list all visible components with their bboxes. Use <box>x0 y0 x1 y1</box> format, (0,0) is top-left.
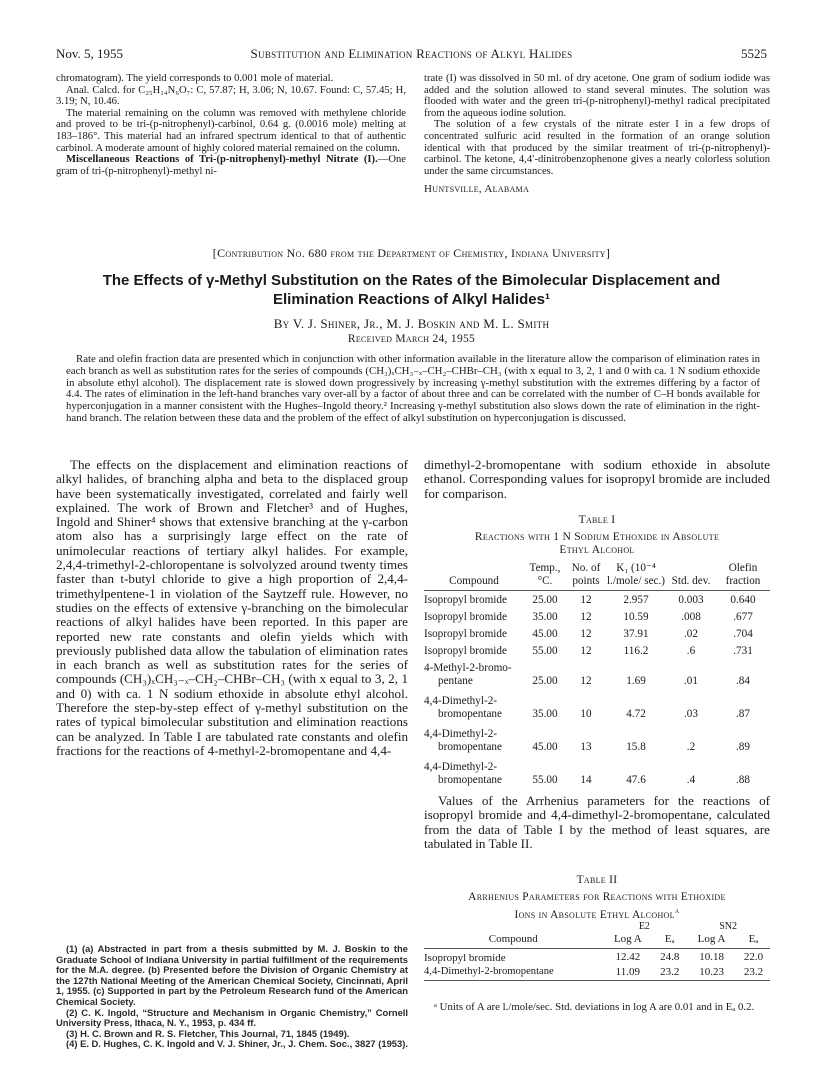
table-row <box>424 965 770 981</box>
footnote-1: (1) (a) Abstracted in part from a thesis submitted by M. J. Boskin to the Graduate School of Indiana University in partial fulfillment of the requirements for the M.A. degree. (b) Presented before the Division of Organic Chemistry at the 127th National Meeting of the American Chemical Society, Cincinnati, April 1, 1955. (c) Supported in part by the Petroleum Research fund of the American Chemical Society. <box>56 943 408 1007</box>
cell-points: 13 <box>580 741 592 753</box>
cell-k: 10.59 <box>623 611 649 623</box>
cell-compound <box>424 658 524 688</box>
cell-points: 12 <box>580 645 592 657</box>
misc-heading: Miscellaneous Reactions of Tri-(p-nitrophenyl)-methyl Nitrate (I). <box>66 154 378 166</box>
cell-loga-e2: 11.09 <box>615 966 641 978</box>
th-temp: Temp., °C. <box>529 562 561 587</box>
footnote-4: (4) E. D. Hughes, C. K. Ingold and V. J. Shiner, Jr., J. Chem. Soc., 3827 (1953). <box>66 1038 408 1050</box>
cell-olefin: .731 <box>733 645 753 657</box>
cell-compound <box>424 754 524 787</box>
cell-k: 4.72 <box>626 708 646 720</box>
cell-temp: 55.00 <box>532 645 558 657</box>
cell-stddev: .4 <box>686 774 696 786</box>
cell-olefin: .84 <box>736 675 750 687</box>
group-sn2: SN2 <box>719 921 738 932</box>
cell-stddev: .6 <box>686 645 696 657</box>
table1-caption-line1: Reactions with 1 N Sodium Ethoxide in Absolute <box>474 531 720 543</box>
cell-stddev: .02 <box>684 628 698 640</box>
table1 <box>424 562 770 787</box>
prev-article-right-column <box>424 73 770 196</box>
table2-label: Table II <box>576 874 618 886</box>
cell-ea-sn2: 23.2 <box>743 966 764 978</box>
caption-text: Ions in Absolute Ethyl Alcohol <box>514 908 675 921</box>
cell-stddev: .03 <box>684 708 698 720</box>
running-title: Substitution and Elimination Reactions of Alkyl Halides <box>250 46 573 61</box>
th-ea-sn2: Eₐ <box>748 933 759 945</box>
cell-olefin: .87 <box>736 708 750 720</box>
th-loga-sn2: Log A <box>697 933 726 945</box>
table2-footnote <box>424 1001 770 1013</box>
abstract <box>66 354 760 425</box>
cell-compound <box>424 721 524 754</box>
cell-olefin: .88 <box>736 774 750 786</box>
cell-stddev: .008 <box>681 611 701 623</box>
th-compound: Compound <box>488 933 538 945</box>
cell-temp: 55.00 <box>532 774 558 786</box>
body-right-top <box>424 458 770 501</box>
table2 <box>424 920 770 981</box>
cell-k: 1.69 <box>626 675 646 687</box>
prev-paragraph: chromatogram). The yield corresponds to 0.001 mole of material. <box>56 73 334 84</box>
location: Huntsville, Alabama <box>424 183 530 196</box>
cell-points: 12 <box>580 628 592 640</box>
cell-compound: Isopropyl bromide <box>424 594 507 606</box>
cell-temp: 35.00 <box>532 611 558 623</box>
title-line-2: Elimination Reactions of Alkyl Halides¹ <box>272 291 550 308</box>
table2-header-row <box>424 933 770 949</box>
table-row <box>424 754 770 787</box>
table-row <box>424 607 770 624</box>
table2-caption-line1: Arrhenius Parameters for Reactions with Ethoxide <box>468 891 726 903</box>
cell-olefin: .704 <box>733 628 753 640</box>
received-date: Received March 24, 1955 <box>347 333 476 345</box>
th-ea-e2: Eₐ <box>664 933 675 945</box>
cell-compound: Isopropyl bromide <box>424 611 507 623</box>
cell-stddev: .01 <box>684 675 698 687</box>
prev-paragraph <box>56 154 406 177</box>
cell-olefin: 0.640 <box>730 594 756 606</box>
compound-line-2: bromopentane <box>438 774 502 786</box>
th-loga-e2: Log A <box>613 933 642 945</box>
compound-line-1: 4,4-Dimethyl-2- <box>424 695 498 707</box>
cell-compound: Isopropyl bromide <box>424 952 506 964</box>
table-row <box>424 658 770 688</box>
cell-compound: 4,4-Dimethyl-2-bromopentane <box>424 966 554 977</box>
table1-label: Table I <box>578 514 616 526</box>
cell-temp: 35.00 <box>532 708 558 720</box>
th-stddev: Std. dev. <box>671 575 711 587</box>
compound-line-1: 4,4-Dimethyl-2- <box>424 728 498 740</box>
table1-header-row <box>424 562 770 591</box>
table2-footnote-text: ᵃ Units of A are l./mole/sec. Std. deviations in log A are 0.01 and in Eₐ 0.2. <box>434 1001 755 1013</box>
cell-points: 12 <box>580 594 592 606</box>
misc-text: —One gram of tri-(p-nitrophenyl)-methyl ni- <box>56 154 406 177</box>
cell-points: 12 <box>580 675 592 687</box>
footnote-2: (2) C. K. Ingold, “Structure and Mechanism in Organic Chemistry,” Cornell University Press, Ithaca, N. Y., 1953, p. 434 ff. <box>56 1006 408 1029</box>
cell-loga-e2: 12.42 <box>615 950 641 963</box>
compound-line-2: bromopentane <box>438 741 502 753</box>
header-date: Nov. 5, 1955 <box>56 46 124 61</box>
contribution-line: [Contribution No. 680 from the Department of Chemistry, Indiana University] <box>212 246 611 260</box>
footnote-3: (3) H. C. Brown and R. S. Fletcher, This Journal, 71, 1845 (1949). <box>66 1027 350 1039</box>
compound-line-2: bromopentane <box>438 708 502 720</box>
article-title <box>20 271 803 309</box>
cell-k: 37.91 <box>623 628 649 640</box>
cell-compound: Isopropyl bromide <box>424 645 507 657</box>
page-number: 5525 <box>741 46 767 61</box>
th-olefin: Olefin fraction <box>725 562 761 587</box>
cell-points: 14 <box>580 774 592 786</box>
cell-compound: Isopropyl bromide <box>424 628 507 640</box>
table1-caption <box>424 531 770 557</box>
cell-temp: 25.00 <box>532 675 558 687</box>
table-row <box>424 641 770 658</box>
prev-paragraph: trate (I) was dissolved in 50 ml. of dry acetone. One gram of sodium iodide was added and the solution allowed to stand several minutes. The solution was flooded with water and the green tri-(p-nitrophenyl)-methyl radical precipitated from the aqueous iodine solution. <box>424 73 770 119</box>
cell-points: 12 <box>580 611 592 623</box>
cell-loga-sn2: 10.23 <box>699 966 724 978</box>
cell-temp: 45.00 <box>532 741 558 753</box>
cell-compound <box>424 688 524 721</box>
continuation-paragraph: dimethyl-2-bromopentane with sodium ethoxide in absolute ethanol. Corresponding values for isopropyl bromide are included for comparison. <box>424 457 770 501</box>
cell-stddev: 0.003 <box>678 594 704 606</box>
prev-article-left-column <box>56 73 406 177</box>
caption-footnote-mark: a <box>674 906 680 915</box>
footnotes <box>56 944 408 1050</box>
group-e2: E2 <box>638 921 650 932</box>
table-row <box>424 624 770 641</box>
compound-line-1: 4-Methyl-2-bromo- <box>424 662 512 674</box>
intro-paragraph: The effects on the displacement and elimination reactions of alkyl halides, of branching alpha and beta to the displaced group have been systematically investigated, correlated and fairly well explained. The work of Brown and Fletcher³ and of Hughes, Ingold and Shiner⁴ shows that extensive branching at the γ-carbon atom also has a surprisingly large effect on the rate of unimolecular reactions of tertiary alkyl halides. For example, 2,4,4-trimethyl-2-chloropentane is solvolyzed around twenty times faster than t-butyl chloride to give a high proportion of 2,4,4-trimethylpentene-1 in violation of the Saytzeff rule. However, no studies on the effects of extensive γ-branching on the bimolecular reactions of alkyl halides have been reported. In this paper are reported new rate constants and olefin yields which with previously published data allow the tabulation of elimination rates in each branch as well as substitution rates for the series of compounds (CH₃)ₓCH₃₋ₓ–CH₂–CHBr–CH₃ (with x equal to 3, 2, 1 and 0) with ca. 1 N sodium ethoxide in absolute ethyl alcohol. Therefore the step-by-step effect of γ-methyl substitution on the rates of typical bimolecular substitution and elimination reactions can be analyzed. In Table I are tabulated rate constants and olefin fractions for the reactions of 4-methyl-2-bromopentane and 4,4- <box>56 457 408 758</box>
body-right-mid <box>424 794 770 851</box>
table1-caption-line2: Ethyl Alcohol <box>559 544 635 556</box>
cell-loga-sn2: 10.18 <box>699 950 724 963</box>
cell-olefin: .89 <box>736 741 750 753</box>
cell-temp: 45.00 <box>532 628 558 640</box>
cell-ea-sn2: 22.0 <box>743 950 764 963</box>
th-k: K₁ (10⁻⁴ l./mole/ sec.) <box>606 562 666 587</box>
prev-paragraph: The material remaining on the column was removed with methylene chloride and proved to be tri-(p-nitrophenyl)-carbinol, 0.64 g. (0.0016 mole) melting at 183–186°. This material had an infrared spectrum identical to that of authentic carbinol. A moderate amount of highly colored material remained on the column. <box>56 107 406 154</box>
cell-ea-e2: 24.8 <box>660 950 680 963</box>
body-left-column <box>56 458 408 758</box>
prev-paragraph: The solution of a few crystals of the nitrate ester I in a few drops of concentrated sulfuric acid resulted in the formation of an orange solution identical with that produced by the similar treatment of tri-(p-nitrophenyl)-carbinol. The ketone, 4,4′-dinitrobenzophenone gives a nearly colorless solution under the same circumstances. <box>424 119 770 177</box>
cell-k: 15.8 <box>626 741 646 753</box>
cell-ea-e2: 23.2 <box>660 966 680 978</box>
authors: By V. J. Shiner, Jr., M. J. Boskin and M. L. Smith <box>273 316 550 331</box>
cell-points: 10 <box>580 708 592 720</box>
th-points: No. of points <box>571 562 601 587</box>
prev-paragraph: Anal. Calcd. for C₂₅H₁₄N₆O₇: C, 57.87; H, 3.06; N, 10.67. Found: C, 57.45; H, 3.19; N, 10.46. <box>56 84 406 108</box>
cell-k: 116.2 <box>623 645 649 657</box>
table-row <box>424 688 770 721</box>
table-row <box>424 721 770 754</box>
table2-group-row <box>424 920 770 933</box>
cell-k: 2.957 <box>623 594 649 606</box>
cell-olefin: .677 <box>733 611 753 623</box>
table2-caption <box>424 891 770 922</box>
table-row <box>424 591 770 608</box>
cell-stddev: .2 <box>686 741 696 753</box>
cell-k: 47.6 <box>626 774 646 786</box>
cell-temp: 25.00 <box>532 594 558 606</box>
compound-line-1: 4,4-Dimethyl-2- <box>424 761 498 773</box>
title-line-1: The Effects of γ-Methyl Substitution on the Rates of the Bimolecular Displacement and <box>102 272 721 289</box>
abstract-text: Rate and olefin fraction data are presented which in conjunction with other information available in the literature allow the comparison of elimination rates in each branch as well as substitution rates for the series of compounds (CH₃)ₓCH₃₋ₓ–CH₂–CHBr–CH₃ (with x equal to 3, 2, 1 and 0 with ca. 1 N sodium ethoxide in absolute ethyl alcohol). The displacement rate is slowed down progressively by increasing γ-methyl substitution with the extremes differing by a factor of 4.4. The rates of elimination in the left-hand branches vary over-all by a factor of about three and can be correlated with the number of C–H bonds available for hyperconjugation in a manner consistent with the Hughes–Ingold theory.² Increasing γ-methyl substitution also slows down the rate of elimination in the right-hand branch. The relation between these data and the problem of the effect of alkyl substitution on hyperconjugation is discussed. <box>66 353 760 424</box>
table-row <box>424 949 770 966</box>
compound-line-2: pentane <box>438 675 473 687</box>
arrhenius-paragraph: Values of the Arrhenius parameters for the reactions of isopropyl bromide and 4,4-dimethyl-2-bromopentane, calculated from the data of Table I by the method of least squares, are tabulated in Table II. <box>424 793 770 851</box>
th-compound: Compound <box>449 575 499 587</box>
